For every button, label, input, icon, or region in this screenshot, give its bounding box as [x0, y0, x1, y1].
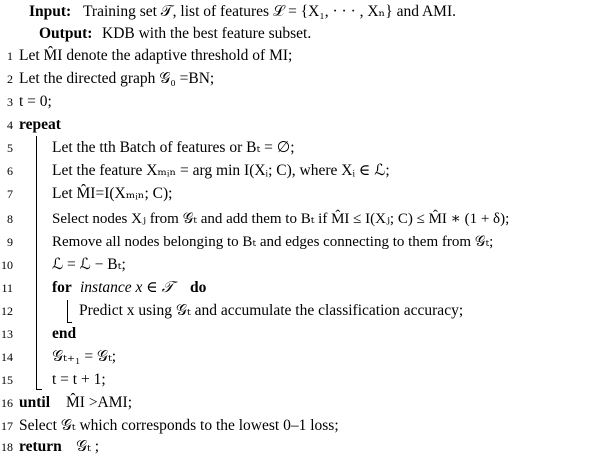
line-number: 8: [7, 212, 13, 226]
line-text: ℒ = ℒ − Bₜ;: [52, 256, 126, 273]
repeat-block-tick: [36, 389, 42, 390]
repeat-block-line: [36, 136, 37, 389]
line-text: Let the feature Xₘᵢₙ = arg min I(Xᵢ; C), where Xᵢ ∈ ℒ;: [52, 162, 390, 179]
line-number: 3: [7, 95, 13, 109]
line-number: 11: [1, 281, 13, 295]
line-text: Select 𝒢ₜ which corresponds to the lowest 0–1 loss;: [19, 417, 339, 434]
return-keyword: return: [19, 438, 62, 455]
line-number: 4: [7, 118, 13, 132]
until-condition: M̂I >AMI;: [66, 394, 133, 411]
line-number: 9: [7, 235, 13, 249]
line-number: 1: [7, 49, 13, 63]
line-text: Predict x using 𝒢ₜ and accumulate the classification accuracy;: [79, 302, 464, 319]
input-text: Training set 𝒯, list of features ℒ = {X₁, · · · , Xₙ} and AMI.: [83, 3, 456, 20]
for-block-line: [67, 300, 68, 322]
line-number: 13: [1, 327, 13, 341]
line-number: 7: [7, 187, 13, 201]
line-number: 14: [1, 350, 13, 364]
do-keyword: do: [190, 279, 207, 296]
line-number: 16: [1, 396, 13, 410]
line-number: 12: [1, 304, 13, 318]
end-keyword: end: [52, 325, 77, 342]
line-number: 2: [7, 72, 13, 86]
line-number: 10: [1, 258, 13, 272]
line-text: Let the directed graph 𝒢₀ =BN;: [19, 70, 215, 87]
for-keyword: for: [52, 279, 72, 296]
output-text: KDB with the best feature subset.: [102, 25, 312, 42]
input-label: Input:: [29, 3, 72, 20]
line-number: 17: [1, 419, 13, 433]
line-number: 6: [7, 164, 13, 178]
line-text: Let M̂I denote the adaptive threshold of MI;: [19, 47, 293, 64]
line-number: 5: [7, 141, 13, 155]
line-text: Remove all nodes belonging to Bₜ and edges connecting to them from 𝒢ₜ;: [52, 234, 494, 250]
repeat-keyword: repeat: [19, 116, 61, 133]
line-text: t = 0;: [19, 93, 52, 110]
for-condition: instance x ∈ 𝒯: [80, 279, 174, 296]
line-text: t = t + 1;: [52, 371, 106, 388]
until-keyword: until: [19, 394, 51, 411]
line-text: Let the tth Batch of features or Bₜ = ∅;: [52, 139, 295, 156]
output-label: Output:: [39, 25, 93, 42]
line-text: Select nodes Xⱼ from 𝒢ₜ and add them to Bₜ if M̂I ≤ I(Xⱼ; C) ≤ M̂I ∗ (1 + δ);: [52, 211, 510, 227]
return-value: 𝒢ₜ ;: [76, 438, 100, 455]
line-text: Let M̂I=I(Xₘᵢₙ; C);: [52, 185, 173, 202]
for-block-tick: [67, 322, 72, 323]
line-number: 15: [1, 373, 13, 387]
line-text: 𝒢ₜ₊₁ = 𝒢ₜ;: [52, 348, 117, 365]
line-number: 18: [1, 440, 13, 454]
